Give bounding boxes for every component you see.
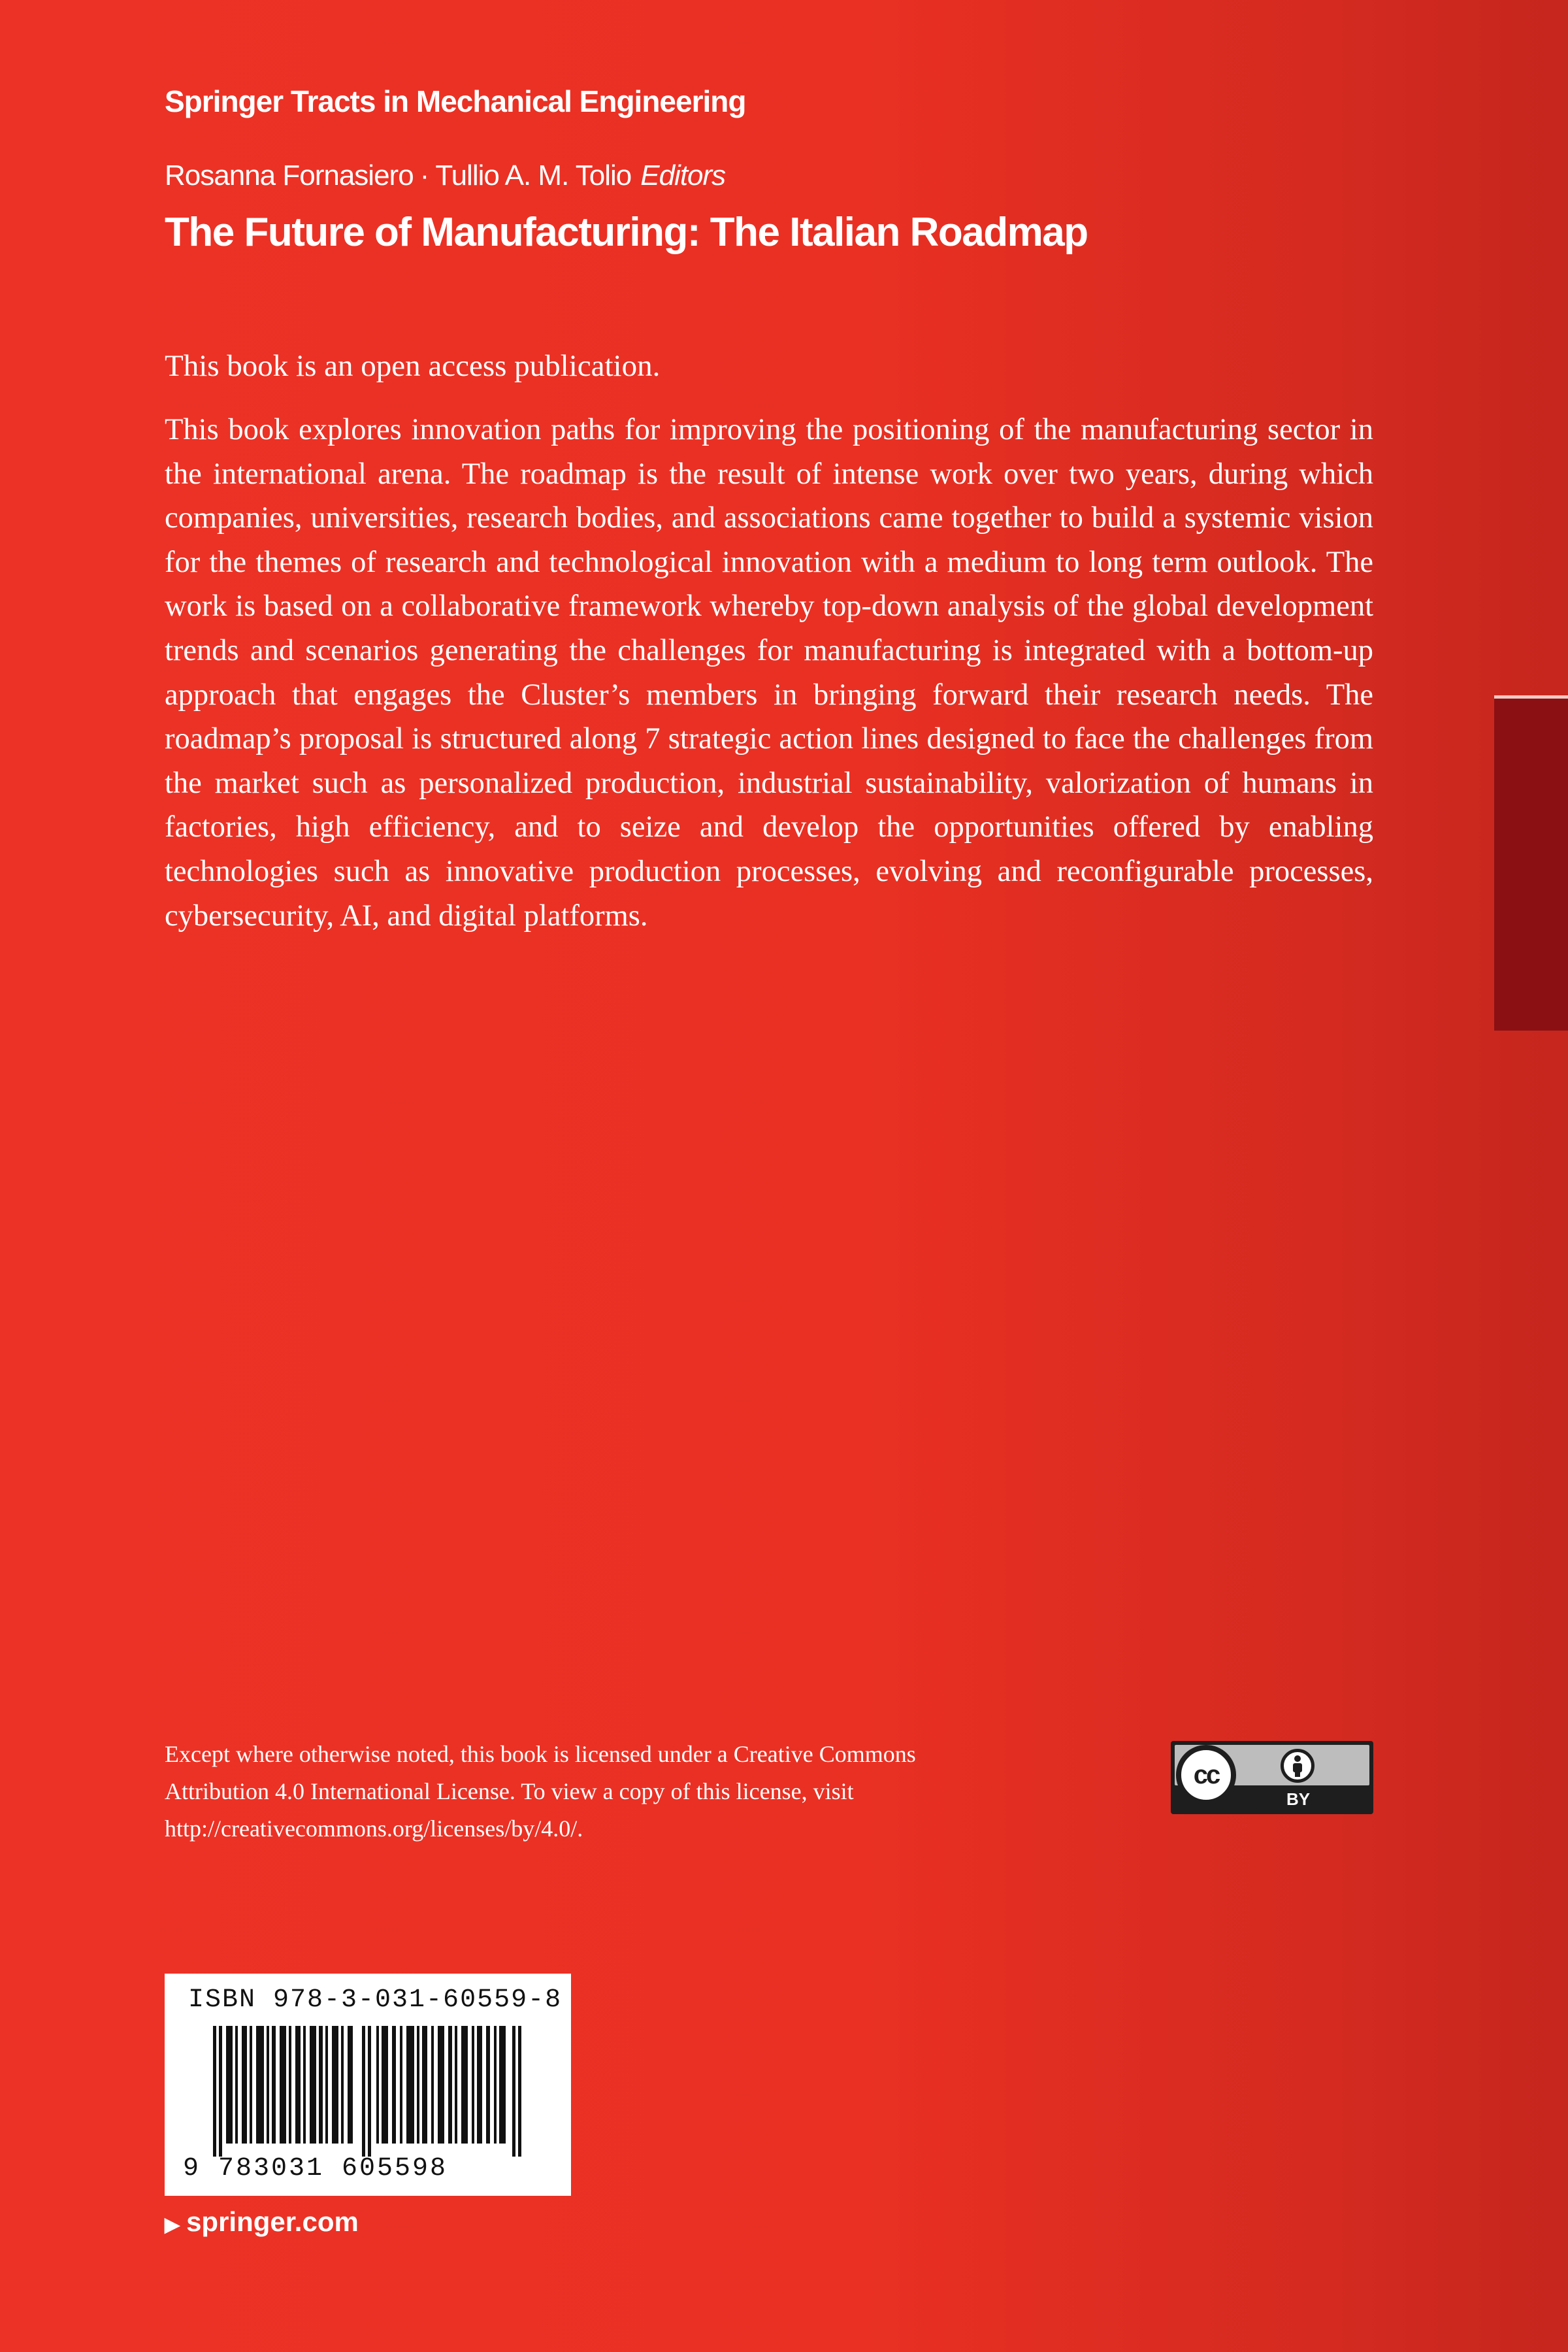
editor-name: Tullio A. M. Tolio xyxy=(435,159,632,191)
cc-by-badge xyxy=(1171,1741,1373,1814)
book-description: This book explores innovation paths for improving the positioning of the manufacturing sector in the international arena. The roadmap is the result of intense work over two years, during which companies, universities, research bodies, and associations came together to build a systemic vision for the themes of research and technological innovation with a medium to long term outlook. The work is based on a collaborative framework whereby top-down analysis of the global development trends and scenarios generating the challenges for manufacturing is integrated with a bottom-up approach that engages the Cluster’s members in bringing forward their research needs. The roadmap’s proposal is structured along 7 strategic action lines designed to face the challenges from the market such as personalized production, industrial sustainability, valorization of humans in factories, high efficiency, and to seize and develop the opportunities offered by enabling technologies such as innovative production processes, evolving and reconfigurable processes, cybersecurity, AI, and digital platforms. xyxy=(165,413,1373,933)
license-text: Except where otherwise noted, this book is licensed under a Creative Commons Attribution 4.0 International License. To view a copy of this license, visit http://creativecommons.org/licenses/by/4.0/. xyxy=(165,1741,916,1842)
isbn-digits: 9 783031 605598 xyxy=(183,2154,448,2183)
website-label: springer.com xyxy=(186,2206,359,2237)
isbn-label: ISBN 978-3-031-60559-8 xyxy=(188,1985,563,2015)
spine-tab xyxy=(1494,695,1568,1031)
cc-icon: cc xyxy=(1176,1745,1236,1805)
editor-separator: · xyxy=(419,159,429,191)
editors-line xyxy=(165,159,725,192)
by-label: BY xyxy=(1286,1789,1311,1809)
open-access-note: This book is an open access publication. xyxy=(165,349,661,383)
attribution-person-icon xyxy=(1281,1749,1315,1783)
editors-role: Editors xyxy=(640,159,726,191)
isbn-barcode-box xyxy=(165,1974,571,2196)
series-title: Springer Tracts in Mechanical Engineering xyxy=(165,84,746,118)
springer-link[interactable] xyxy=(165,2206,359,2238)
barcode xyxy=(213,2026,527,2157)
book-title: The Future of Manufacturing: The Italian Roadmap xyxy=(165,210,1088,255)
editor-name: Rosanna Fornasiero xyxy=(165,159,414,191)
arrow-right-icon: ▶ xyxy=(165,2214,180,2236)
